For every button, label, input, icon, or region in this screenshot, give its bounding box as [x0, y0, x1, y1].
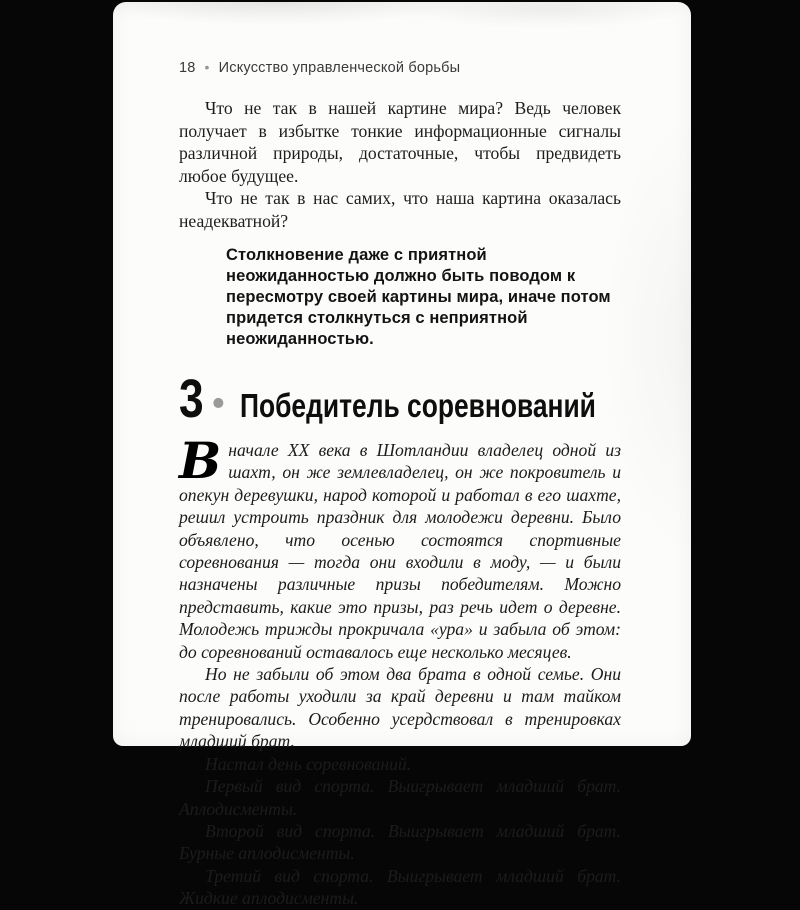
callout-quote: Столкновение даже с приятной неожиданностью должно быть поводом к пересмотру своей картины мира, иначе потом придется столкнуться с неприятной неожиданностью.	[226, 246, 611, 348]
page-number: 18	[179, 60, 196, 76]
chapter-bullet-icon: •	[211, 381, 226, 427]
book-page	[113, 2, 691, 909]
chapter-paragraph-6: Третий вид спорта. Выигрывает младший брат. Жидкие аплодисменты.	[179, 865, 621, 909]
chapter-body	[179, 431, 621, 910]
intro-paragraph-1: Что не так в нашей картине мира? Ведь человек получает в избытке тонкие информационные сигналы различной природы, достаточные, чтобы предвидеть любое будущее.	[179, 98, 621, 186]
chapter-paragraph-4: Первый вид спорта. Выигрывает младший брат. Аплодисменты.	[179, 776, 621, 819]
intro-paragraph-2: Что не так в нас самих, что наша картина оказалась неадекватной?	[179, 188, 621, 231]
book-title: Искусство управленческой борьбы	[218, 60, 461, 76]
running-header	[179, 59, 621, 76]
page-content	[179, 2, 621, 910]
chapter-title: Победитель соревнований	[239, 387, 596, 424]
chapter-paragraph-3: Настал день соревнований.	[205, 753, 412, 774]
drop-cap: В	[179, 431, 222, 490]
chapter-heading	[179, 369, 621, 429]
chapter-paragraph-1-text: начале XX века в Шотландии владелец одной из шахт, он же землевладелец, он же покровитель и опекун деревушки, народ которой и работал в его шахте, решил устроить праздник для молодежи деревни. Было объявлено, что осенью состоятся спортивные соревнования — тогда они входили в моду, — и были назначены различные призы победителям. Можно представить, какие это призы, раз речь идет о деревне. Молодежь трижды прокричала «ура» и забыла об этом: до соревнований оставалось еще несколько месяцев.	[179, 440, 621, 662]
header-bullet-icon: •	[204, 59, 210, 75]
chapter-number: 3	[179, 369, 204, 429]
chapter-paragraph-2: Но не забыли об этом два брата в одной семье. Они после работы уходили за край деревни и там тайком тренировались. Особенно усердствовал в тренировках младший брат.	[179, 664, 621, 752]
chapter-paragraph-1	[179, 431, 621, 663]
chapter-paragraph-5: Второй вид спорта. Выигрывает младший брат. Бурные аплодисменты.	[179, 820, 621, 864]
